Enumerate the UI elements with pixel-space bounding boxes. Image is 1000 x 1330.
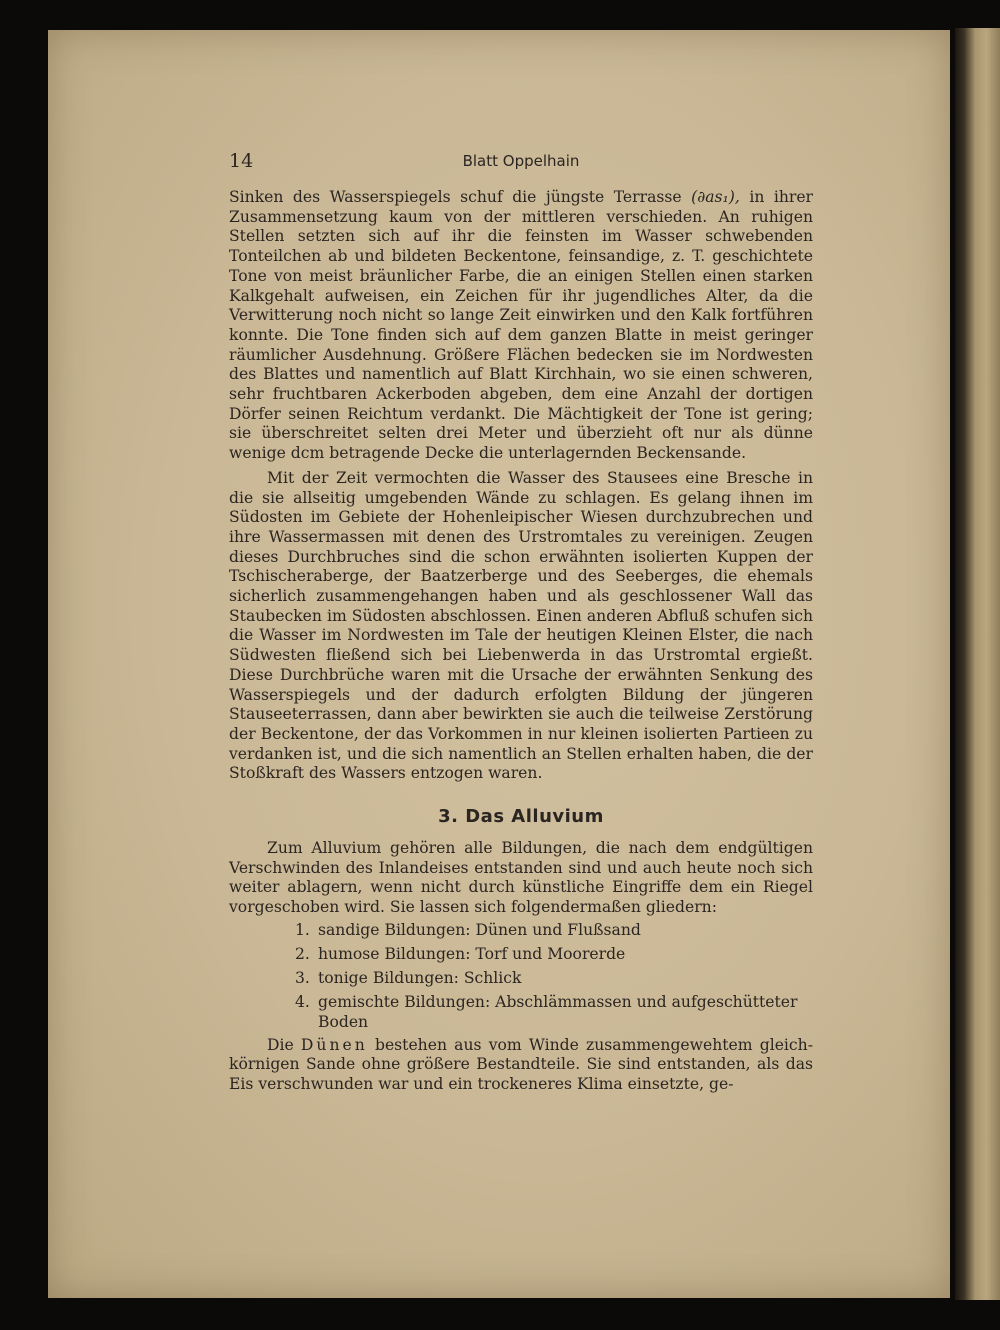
paragraph-4 [229,1036,813,1095]
paragraph-2: Mit der Zeit vermochten die Wasser des Stausees eine Bresche in die sie allseitig umgebenden Wände zu schlagen. Es gelang ihnen im Südosten im Gebiete der Hohenleipischer Wiesen durchzubrechen und ihre Wassermassen mit denen des Urstromtales zu vereinigen. Zeugen dieses Durchbruches sind die schon erwähnten isolierten Kuppen der Tschischeraberge, der Baatzerberge und des Seeberges, die ehemals sicherlich zusammengehangen haben und als geschlossener Wall das Staubecken im Südosten abschlossen. Einen anderen Abfluß schufen sich die Wasser im Nordwesten im Tale der heutigen Kleinen Elster, die nach Südwesten fließend sich bei Liebenwerda in das Urstromtal ergießt. Diese Durchbrüche waren mit die Ursache der erwähnten Senkung des Wasserspiegels und der dadurch erfolgten Bildung der jüngeren Stauseeterrassen, dann aber bewirkten sie auch die teilweise Zerstörung der Beckentone, der das Vorkommen in nur kleinen isolierten Partieen zu verdanken ist, und die sich namentlich an Stellen erhalten haben, die der Stoßkraft des Wassers entzogen waren. [229,468,813,783]
list-item [229,944,813,964]
section-heading: 3. Das Alluvium [438,806,604,828]
list-item [229,992,813,1032]
running-title: Blatt Oppelhain [462,152,580,170]
list-item-text: tonige Bildungen: Schlick [318,968,522,987]
list-item-text: humose Bildungen: Torf und Moorerde [318,944,626,963]
list-item-number: 2. [295,944,310,963]
list-item-number: 4. [295,992,310,1011]
terrace-symbol: (∂as₁), [691,188,740,206]
paragraph-1-start: Sinken des Wasserspiegels schuf die jüngste Terrasse [229,188,682,206]
page-number: 14 [229,150,254,172]
paragraph-4-rest: bestehen aus vom Winde zusammengewehtem gleichkörnigen Sande ohne größere Bestandteile. Sie sind entstanden, als das Eis verschwunden war und ein trockeneres Klima einsetzte, ge- [229,1035,813,1094]
paragraph-3: Zum Alluvium gehören alle Bildungen, die nach dem endgültigen Verschwinden des Inlandeises entstanden sind und auch heute noch sich weiter ablagern, wenn nicht durch künstliche Eingriffe dem ein Riegel vorgeschoben wird. Sie lassen sich folgendermaßen gliedern: [229,838,813,916]
list-item [229,920,813,940]
page-header [229,150,813,174]
list-item-text: sandige Bildungen: Dünen und Flußsand [318,920,641,939]
spaced-term: Dünen [300,1035,368,1054]
next-page-edge [955,28,1000,1300]
category-list [229,920,813,1032]
list-item-number: 3. [295,968,310,987]
paragraph-4-lead: Die [267,1035,294,1054]
list-item-text: gemischte Bildungen: Abschlämmassen und aufgeschütteter Boden [318,992,798,1031]
list-item-number: 1. [295,920,310,939]
body-text [229,188,813,1095]
paragraph-1-rest: in ihrer Zusammensetzung kaum von der mittleren verschieden. An ruhigen Stellen setzten sich auf ihr die feinsten im Wasser schwebenden Tonteilchen ab und bildeten Beckentone, feinsandige, z. T. geschichtete Tone von meist bräunlicher Farbe, die an einigen Stellen einen starken Kalkgehalt aufweisen, ein Zeichen für ihr jugendliches Alter, da die Verwitterung noch nicht so lange Zeit einwirken und den Kalk fortführen konnte. Die Tone finden sich auf dem ganzen Blatte in meist geringer räumlicher Ausdehnung. Größere Flächen bedecken sie im Nordwesten des Blattes und namentlich auf Blatt Kirchhain, wo sie einen schweren, sehr fruchtbaren Ackerboden abgeben, dem eine Anzahl der dortigen Dörfer seinen Reichtum verdankt. Die Mächtigkeit der Tone ist gering; sie überschreitet selten drei Meter und überzieht oft nur als dünne wenige dcm betragende Decke die unterlagernden Beckensande. [229,188,813,463]
list-item [229,968,813,988]
paragraph-1 [229,188,813,464]
